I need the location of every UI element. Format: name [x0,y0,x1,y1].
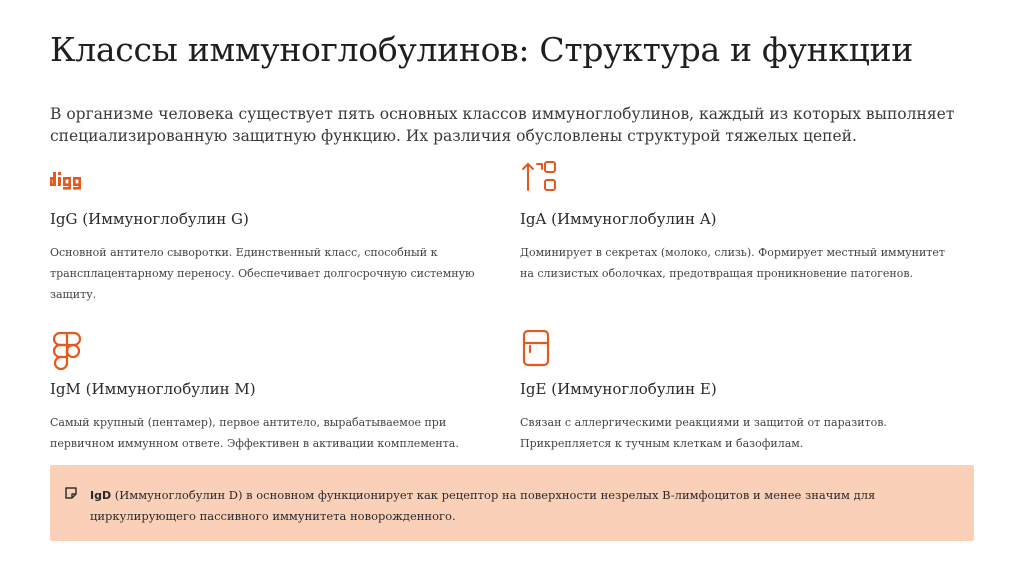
intro-paragraph: В организме человека существует пять основных классов иммуноглобулинов, каждый из которых выполняет специализированную защитную функцию. Их различия обусловлены структурой тяжелых цепей. [50,105,955,145]
card-igg [50,160,490,301]
sort-arrow-shapes-icon [520,160,562,200]
card-heading: IgE (Иммуноглобулин E) [520,380,717,398]
card-iga [520,160,960,280]
card-text: Доминирует в секретах (молоко, слизь). Формирует местный иммунитет на слизистых оболочках, предотвращая проникновение патогенов. [520,246,945,280]
card-igm [50,330,490,450]
figma-icon [50,330,92,370]
callout-body: (Иммуноглобулин D) в основном функционирует как рецептор на поверхности незрелых B-лимфоцитов и менее значим для циркулирующего пассивного иммунитета новорожденного. [90,488,876,523]
card-text: Связан с аллергическими реакциями и защитой от паразитов. Прикрепляется к тучным клеткам и базофилам. [520,416,887,450]
callout-text [90,485,944,527]
fridge-icon [520,330,562,370]
card-text: Самый крупный (пентамер), первое антитело, вырабатываемое при первичном иммунном ответе. Эффективен в активации комплемента. [50,416,459,450]
digg-icon [50,160,92,200]
card-heading: IgM (Иммуноглобулин M) [50,380,256,398]
igd-callout [50,465,974,541]
note-icon [64,486,78,500]
page-title: Классы иммуноглобулинов: Структура и функции [50,30,913,69]
callout-strong: IgD [90,489,112,502]
card-heading: IgA (Иммуноглобулин A) [520,210,717,228]
card-ige [520,330,960,450]
card-text: Основной антитело сыворотки. Единственный класс, способный к трансплацентарному переносу. Обеспечивает долгосрочную системную защиту. [50,246,475,301]
card-heading: IgG (Иммуноглобулин G) [50,210,249,228]
